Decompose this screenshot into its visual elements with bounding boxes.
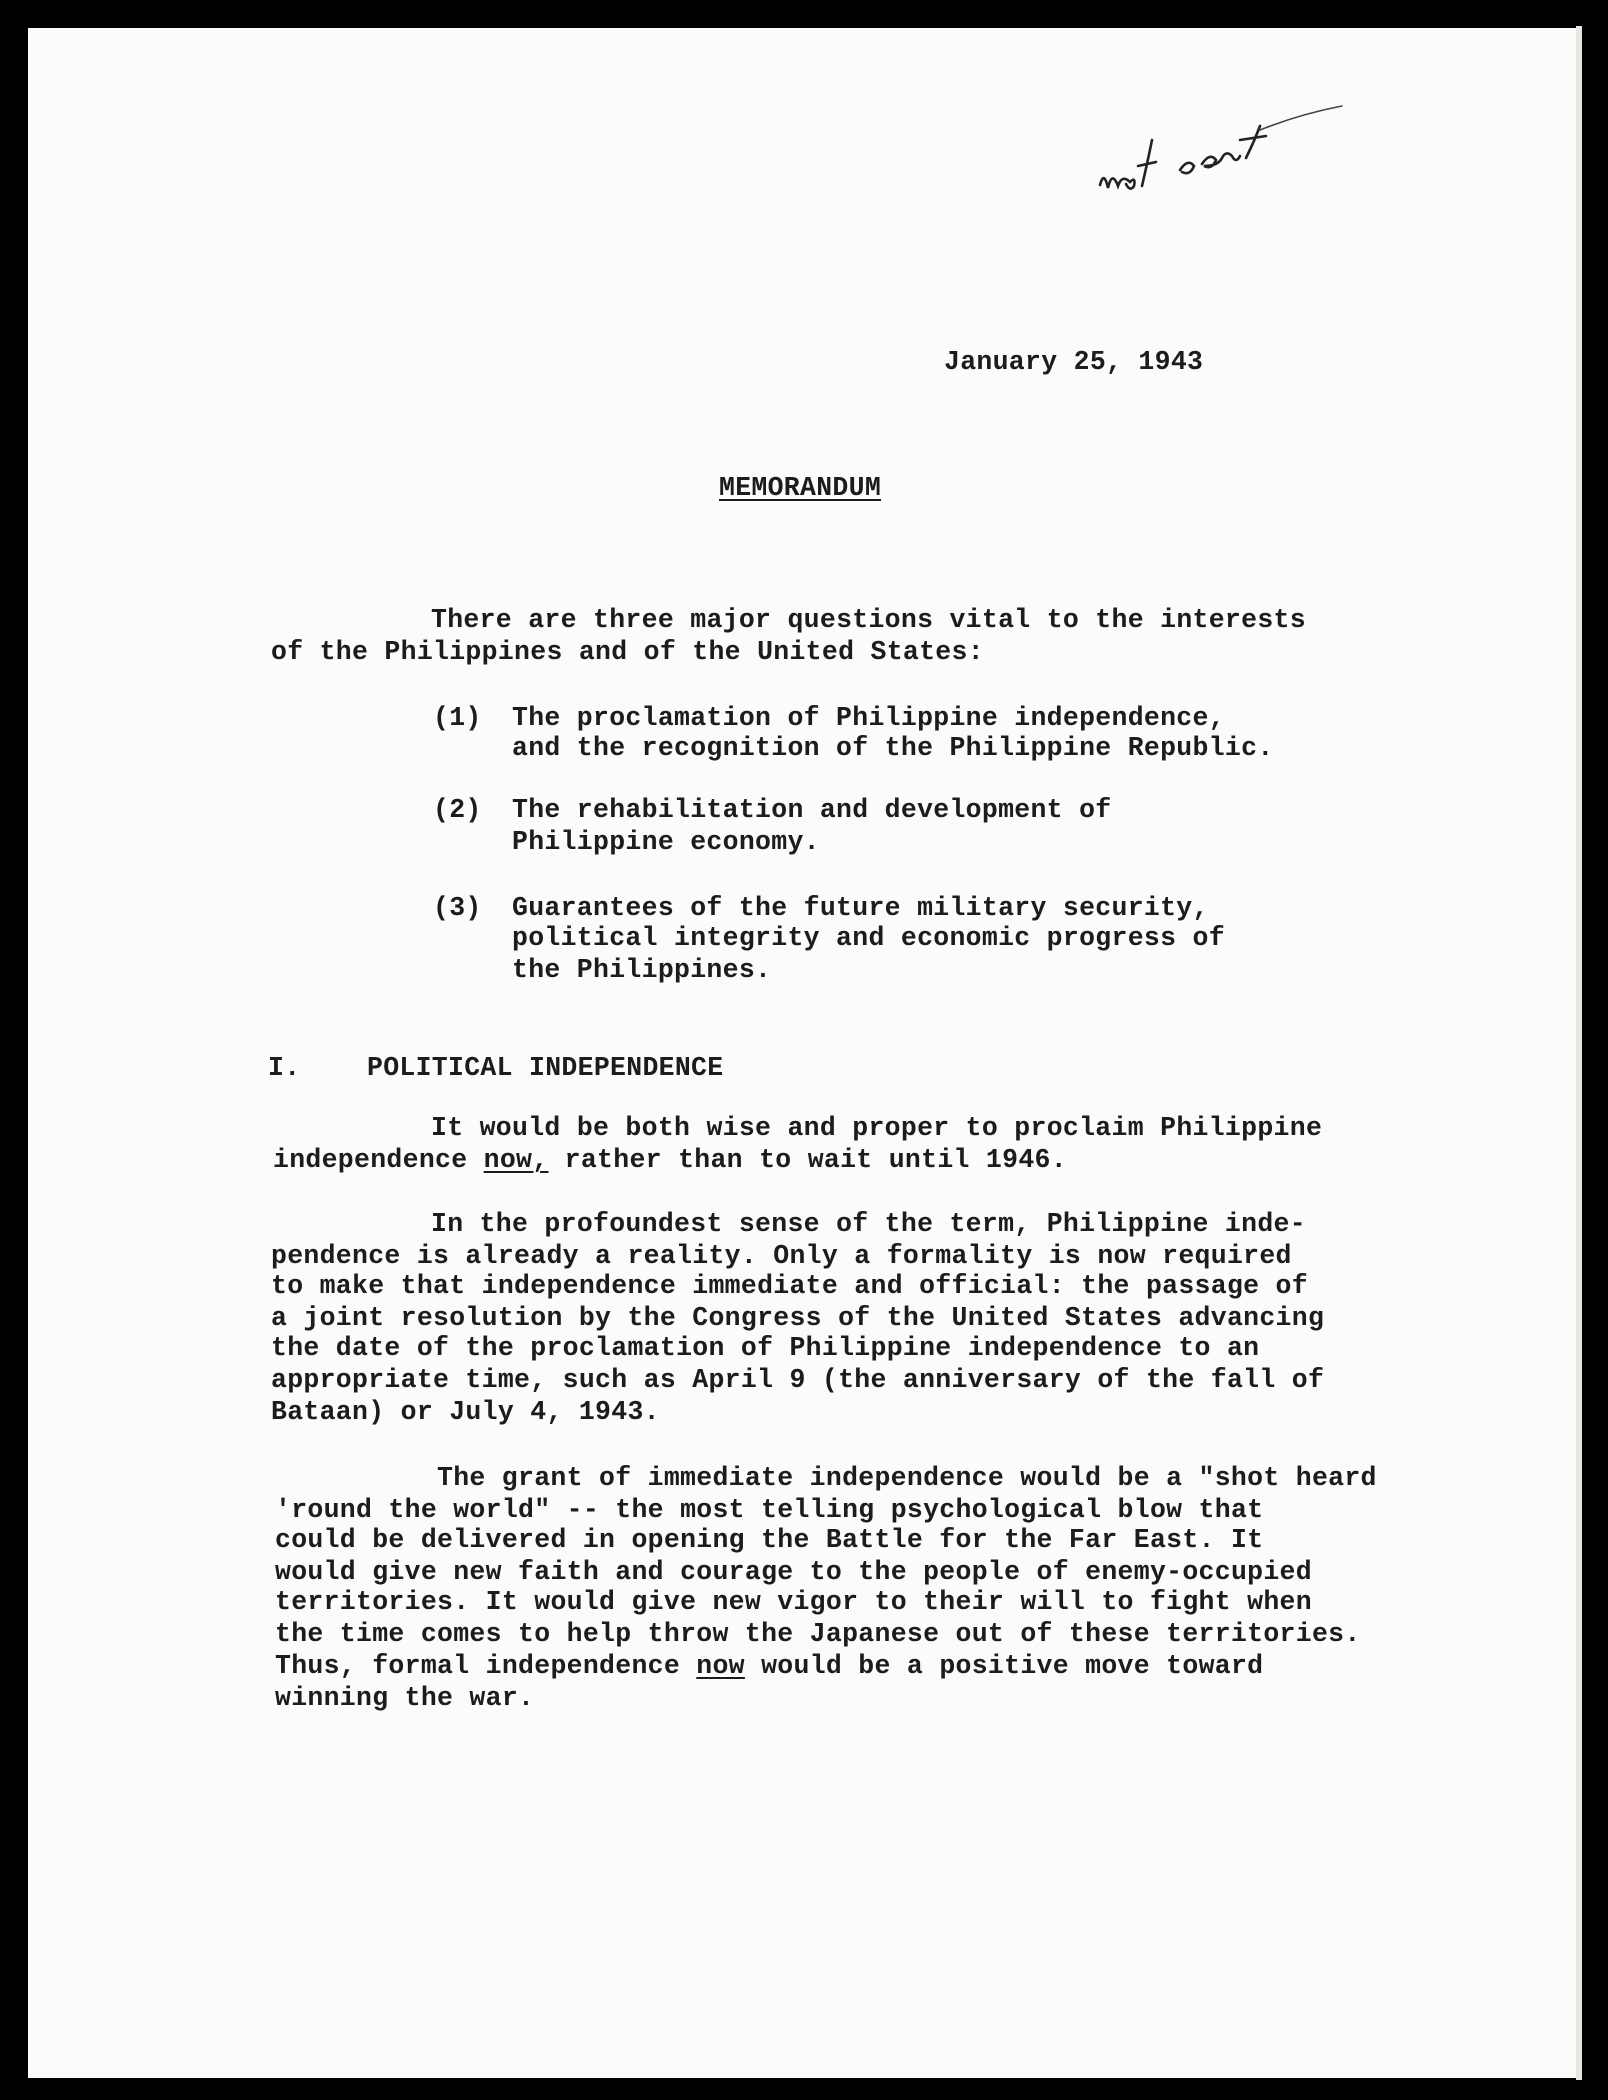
para3-line-1: The grant of immediate independence would be a "shot heard — [437, 1463, 1377, 1493]
para3-text-b: would be a positive move toward — [744, 1651, 1264, 1681]
para3-text-a: Thus, formal independence — [275, 1651, 697, 1681]
page-edge — [1576, 26, 1582, 2080]
question-1-number: (1) — [433, 703, 482, 733]
para2-line-6: appropriate time, such as April 9 (the anniversary of the fall of — [271, 1365, 1325, 1395]
para1-emphasis-now: now, — [483, 1145, 549, 1175]
question-3-line-3: the Philippines. — [512, 955, 772, 985]
handwriting-drawing — [1090, 100, 1350, 230]
para2-line-3: to make that independence immediate and official: the passage of — [271, 1271, 1308, 1301]
para2-line-7: Bataan) or July 4, 1943. — [271, 1397, 660, 1427]
question-1-line-1: The proclamation of Philippine independence, — [512, 703, 1225, 733]
para3-line-5: territories. It would give new vigor to their will to fight when — [275, 1587, 1312, 1617]
para2-line-2: pendence is already a reality. Only a formality is now required — [271, 1241, 1292, 1271]
para1-line-2 — [273, 1145, 1067, 1175]
question-3-line-2: political integrity and economic progress of — [512, 923, 1225, 953]
section-number: I. — [268, 1053, 301, 1083]
question-3-number: (3) — [433, 893, 482, 923]
para3-line-3: could be delivered in opening the Battle for the Far East. It — [275, 1525, 1264, 1555]
question-3-line-1: Guarantees of the future military security, — [512, 893, 1209, 923]
question-2-line-2: Philippine economy. — [512, 827, 820, 857]
intro-line-1: There are three major questions vital to the interests — [431, 605, 1306, 635]
para1-text-b: rather than to wait until 1946. — [548, 1145, 1067, 1175]
para2-line-1: In the profoundest sense of the term, Philippine inde- — [431, 1209, 1306, 1239]
para3-line-4: would give new faith and courage to the people of enemy-occupied — [275, 1557, 1312, 1587]
question-2-number: (2) — [433, 795, 482, 825]
question-1-line-2: and the recognition of the Philippine Republic. — [512, 733, 1274, 763]
question-2-line-1: The rehabilitation and development of — [512, 795, 1112, 825]
section-title: POLITICAL INDEPENDENCE — [367, 1053, 724, 1083]
memo-date: January 25, 1943 — [944, 347, 1204, 377]
para3-line-6: the time comes to help throw the Japanese out of these territories. — [275, 1619, 1361, 1649]
para3-line-7 — [275, 1651, 1263, 1681]
para1-text-a: independence — [273, 1145, 484, 1175]
intro-line-2: of the Philippines and of the United States: — [271, 637, 984, 667]
handwritten-annotation — [1090, 100, 1350, 230]
para1-line-1: It would be both wise and proper to proclaim Philippine — [431, 1113, 1323, 1143]
para3-line-2: 'round the world" -- the most telling psychological blow that — [275, 1495, 1264, 1525]
document-page — [28, 28, 1576, 2078]
memo-heading: MEMORANDUM — [719, 473, 882, 503]
para2-line-5: the date of the proclamation of Philippine independence to an — [271, 1333, 1260, 1363]
para2-line-4: a joint resolution by the Congress of the United States advancing — [271, 1303, 1325, 1333]
para3-emphasis-now: now — [696, 1651, 745, 1681]
para3-line-8: winning the war. — [275, 1683, 535, 1713]
